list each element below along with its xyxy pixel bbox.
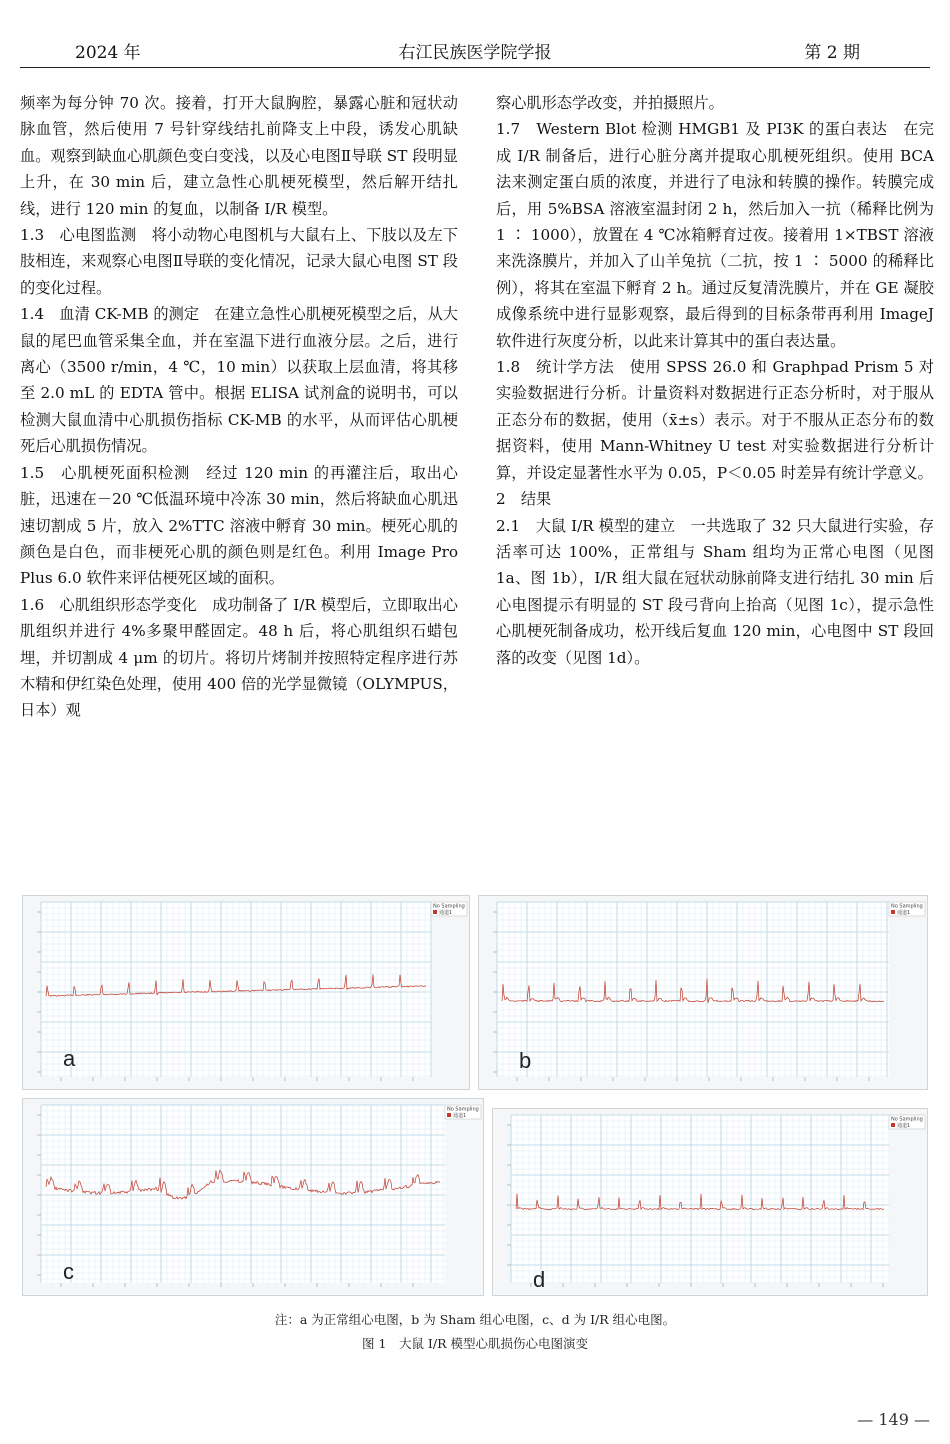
ecg-panel-a — [22, 895, 470, 1090]
figure-caption: 图 1 大鼠 I/R 模型心肌损伤心电图演变 — [362, 1336, 588, 1351]
section-heading: 2 结果 — [496, 490, 552, 509]
paragraph: 1.3 心电图监测 将小动物心电图机与大鼠右上、下肢以及左下肢相连，来观察心电图Ⅱ导联的变化情况，记录大鼠心电图 ST 段的变化过程。 — [20, 226, 458, 297]
legend-item: 通道1 — [897, 910, 911, 916]
legend-item: 通道1 — [897, 1123, 911, 1129]
panel-letter: c — [63, 1259, 74, 1284]
header-journal-title: 右江民族医学院学报 — [398, 43, 552, 63]
ecg-chart-d — [493, 1109, 928, 1296]
paragraph: 1.4 血清 CK-MB 的测定 在建立急性心肌梗死模型之后，从大鼠的尾巴血管采集全血，并在室温下进行血液分层。之后，进行离心（3500 r/min，4 ℃，10 min）以获取上层血清，将其移至 2.0 mL 的 EDTA 管中。根据 ELISA 试剂盒的说明书，可以检测大鼠血清中心肌损伤指标 CK-MB 的水平，从而评估心肌梗死后心肌损伤情况。 — [20, 305, 458, 456]
legend-title: No Sampling — [891, 903, 923, 910]
page-number: — 149 — — [857, 1410, 930, 1429]
running-header — [20, 38, 930, 68]
ecg-chart-b — [479, 896, 928, 1090]
header-year: 2024 年 — [75, 43, 141, 63]
paragraph: 察心肌形态学改变，并拍摄照片。 — [496, 94, 724, 112]
left-text-column — [20, 90, 458, 724]
figure-note: 注：a 为正常组心电图，b 为 Sham 组心电图，c、d 为 I/R 组心电图。 — [274, 1312, 676, 1327]
paragraph: 1.7 Western Blot 检测 HMGB1 及 PI3K 的蛋白表达 在完成 I/R 制备后，进行心脏分离并提取心肌梗死组织。使用 BCA 法来测定蛋白质的浓度，并进行了电泳和转膜的操作。转膜完成后，用 5%BSA 溶液室温封闭 2 h，然后加入一抗（稀释比例为 1 ∶ 1000），放置在 4 ℃冰箱孵育过夜。接着用 1×TBST 溶液来洗涤膜片，并加入了山羊兔抗（二抗，按 1 ∶ 5000 的稀释比例），将其在室温下孵育 2 h。通过反复清洗膜片，并在 GE 凝胶成像系统中进行显影观察，最后得到的目标条带再利用 ImageJ 软件进行灰度分析，以此来计算其中的蛋白表达量。 — [496, 120, 934, 350]
ecg-panel-b — [478, 895, 928, 1090]
paragraph: 1.6 心肌组织形态学变化 成功制备了 I/R 模型后，立即取出心肌组织并进行 4%多聚甲醛固定。48 h 后，将心肌组织石蜡包埋，并切割成 4 μm 的切片。将切片烤制并按照特定程序进行苏木精和伊红染色处理，使用 400 倍的光学显微镜（OLYMPUS，日本）观 — [20, 595, 458, 720]
legend-item: 通道1 — [453, 1113, 467, 1119]
ecg-chart-c — [23, 1099, 484, 1296]
paragraph: 频率为每分钟 70 次。接着，打开大鼠胸腔，暴露心脏和冠状动脉血管，然后使用 7 号针穿线结扎前降支上中段，诱发心肌缺血。观察到缺血心肌颜色变白变浅，以及心电图Ⅱ导联 ST 段明显上升，在 30 min 后，建立急性心肌梗死模型，然后解开结扎线，进行 120 min 的复血，以制备 I/R 模型。 — [20, 94, 458, 218]
panel-letter: a — [63, 1046, 76, 1071]
header-issue: 第 2 期 — [804, 43, 860, 63]
paragraph: 1.8 统计学方法 使用 SPSS 26.0 和 Graphpad Prism 5 对实验数据进行分析。计量资料对数据进行正态分析时，对于服从正态分布的数据，使用（x̄±s）表示。对于不服从正态分布的数据资料，使用 Mann-Whitney U test 对实验数据进行分析计算，并设定显著性水平为 0.05，P＜0.05 时差异有统计学意义。 — [496, 358, 934, 482]
legend-item: 通道1 — [439, 910, 453, 916]
paragraph: 1.5 心肌梗死面积检测 经过 120 min 的再灌注后，取出心脏，迅速在－20 ℃低温环境中冷冻 30 min，然后将缺血心肌迅速切割成 5 片，放入 2%TTC 溶液中孵育 30 min。梗死心肌的颜色是白色，而非梗死心肌的颜色则是红色。利用 Image Pro Plus 6.0 软件来评估梗死区域的面积。 — [20, 463, 458, 588]
legend-title: No Sampling — [433, 903, 465, 910]
ecg-panel-d — [492, 1108, 928, 1296]
panel-letter: b — [519, 1048, 532, 1073]
panel-letter: d — [533, 1267, 546, 1292]
right-text-column — [496, 90, 934, 671]
legend-title: No Sampling — [891, 1116, 923, 1123]
ecg-chart-a — [23, 896, 470, 1090]
ecg-panel-c — [22, 1098, 484, 1296]
legend-title: No Sampling — [447, 1106, 479, 1113]
paragraph: 2.1 大鼠 I/R 模型的建立 一共选取了 32 只大鼠进行实验，存活率可达 100%，正常组与 Sham 组均为正常心电图（见图 1a、图 1b），I/R 组大鼠在冠状动脉前降支进行结扎 30 min 后心电图提示有明显的 ST 段弓背向上抬高（见图 1c），提示急性心肌梗死制备成功，松开线后复血 120 min，心电图中 ST 段回落的改变（见图 1d）。 — [496, 516, 934, 667]
